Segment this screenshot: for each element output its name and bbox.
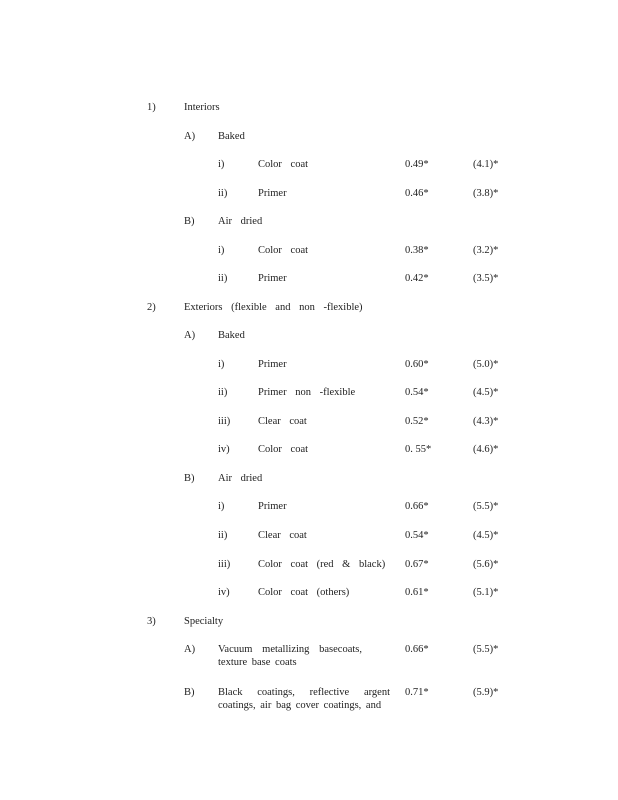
value-primary: 0.54* — [405, 530, 429, 541]
row-number: i) — [218, 159, 225, 170]
row-number: B) — [184, 216, 195, 227]
item-label: Primer non -flexible — [258, 387, 356, 398]
value-primary: 0.71* — [405, 687, 429, 698]
row-number: B) — [184, 687, 195, 698]
row-number: i) — [218, 245, 225, 256]
value-primary: 0.49* — [405, 159, 429, 170]
subsection-heading: Baked — [218, 131, 245, 142]
row-number: i) — [218, 501, 225, 512]
value-secondary: (4.6)* — [473, 444, 499, 455]
row-number: A) — [184, 131, 196, 142]
row-number: iii) — [218, 416, 231, 427]
row-number: A) — [184, 330, 196, 341]
value-secondary: (3.2)* — [473, 245, 499, 256]
value-primary: 0. 55* — [405, 444, 432, 455]
row-number: iv) — [218, 587, 230, 598]
value-secondary: (5.6)* — [473, 559, 499, 570]
section-heading: Specialty — [184, 616, 224, 627]
value-primary: 0.61* — [405, 587, 429, 598]
value-secondary: (4.5)* — [473, 387, 499, 398]
value-primary: 0.38* — [405, 245, 429, 256]
value-secondary: (5.5)* — [473, 501, 499, 512]
item-label: Clear coat — [258, 416, 307, 427]
item-label: Color coat — [258, 444, 309, 455]
value-primary: 0.54* — [405, 387, 429, 398]
row-number: iii) — [218, 559, 231, 570]
value-primary: 0.42* — [405, 273, 429, 284]
item-label: Color coat — [258, 245, 309, 256]
value-primary: 0.60* — [405, 359, 429, 370]
row-number: 3) — [147, 616, 156, 627]
value-primary: 0.66* — [405, 644, 429, 655]
section-heading: Interiors — [184, 102, 220, 113]
value-secondary: (4.3)* — [473, 416, 499, 427]
value-primary: 0.66* — [405, 501, 429, 512]
section-heading: Exteriors (flexible and non -flexible) — [184, 302, 363, 313]
value-secondary: (5.5)* — [473, 644, 499, 655]
row-number: i) — [218, 359, 225, 370]
value-secondary: (5.0)* — [473, 359, 499, 370]
item-label: Color coat (red & black) — [258, 559, 386, 570]
value-secondary: (5.1)* — [473, 587, 499, 598]
row-number: 1) — [147, 102, 156, 113]
subsection-heading: Air dried — [218, 473, 263, 484]
item-label: Color coat (others) — [258, 587, 350, 598]
item-label: Color coat — [258, 159, 309, 170]
item-label: Primer — [258, 188, 287, 199]
value-secondary: (5.9)* — [473, 687, 499, 698]
item-label: Clear coat — [258, 530, 307, 541]
value-secondary: (3.5)* — [473, 273, 499, 284]
subsection-heading: Air dried — [218, 216, 263, 227]
row-number: ii) — [218, 188, 228, 199]
subsection-heading: Baked — [218, 330, 245, 341]
row-number: A) — [184, 644, 196, 655]
item-label: Black coatings, reflective argent coatings, air bag cover coatings, and — [218, 687, 390, 711]
item-label: Vacuum metallizing basecoats, texture base coats — [218, 644, 362, 668]
value-secondary: (4.1)* — [473, 159, 499, 170]
value-secondary: (4.5)* — [473, 530, 499, 541]
row-number: ii) — [218, 273, 228, 284]
row-number: iv) — [218, 444, 230, 455]
row-number: ii) — [218, 387, 228, 398]
item-label: Primer — [258, 501, 287, 512]
item-label: Primer — [258, 359, 287, 370]
value-primary: 0.46* — [405, 188, 429, 199]
row-number: B) — [184, 473, 195, 484]
row-number: 2) — [147, 302, 156, 313]
value-primary: 0.52* — [405, 416, 429, 427]
row-number: ii) — [218, 530, 228, 541]
value-primary: 0.67* — [405, 559, 429, 570]
item-label: Primer — [258, 273, 287, 284]
value-secondary: (3.8)* — [473, 188, 499, 199]
